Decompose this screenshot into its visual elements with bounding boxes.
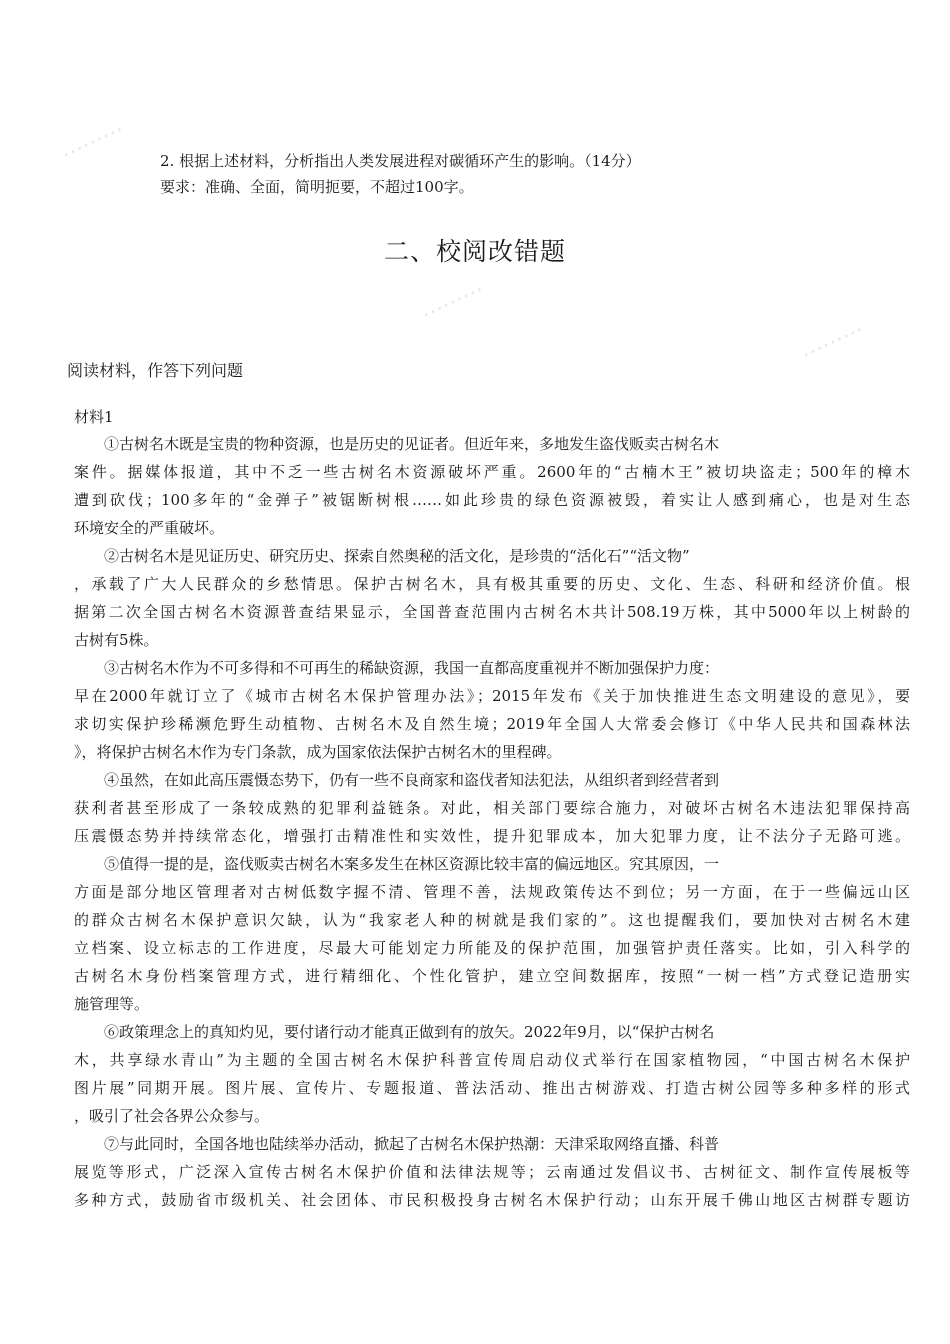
watermark: ⋯⋯⋯: [797, 317, 869, 368]
paragraph-5-line: 方面是部分地区管理者对古树低数字握不清、管理不善，法规政策传达不到位；另一方面，在于一些偏远山区: [74, 883, 910, 901]
paragraph-5-line: 古树名木身份档案管理方式，进行精细化、个性化管护，建立空间数据库，按照“一树一档”方式登记造册实: [74, 967, 910, 985]
paragraph-2-line: 据第二次全国古树名木资源普查结果显示，全国普查范围内古树名木共计508.19万株，其中5000年以上树龄的: [74, 603, 910, 621]
paragraph-1-line: ①古树名木既是宝贵的物种资源，也是历史的见证者。但近年来，多地发生盗伐贩卖古树名木: [104, 435, 720, 453]
paragraph-4-line: 获利者甚至形成了一条较成熟的犯罪利益链条。对此，相关部门要综合施力，对破坏古树名木违法犯罪保持高: [74, 799, 910, 817]
paragraph-2-line: ②古树名木是见证历史、研究历史、探索自然奥秘的活文化，是珍贵的“活化石”“活文物”: [104, 547, 690, 565]
question-text: 2. 根据上述材料，分析指出人类发展进程对碳循环产生的影响。（14分）: [160, 152, 641, 170]
paragraph-2-line: 古树有5株。: [74, 631, 159, 649]
paragraph-1-line: 遭到砍伐；100多年的“金弹子”被锯断树根……如此珍贵的绿色资源被毁，着实让人感到痛心，也是对生态: [74, 491, 910, 509]
paragraph-5-line: 立档案、设立标志的工作进度，尽最大可能划定力所能及的保护范围，加强管护责任落实。比如，引入科学的: [74, 939, 910, 957]
section-title: 二、校阅改错题: [383, 237, 566, 266]
question-requirement: 要求：准确、全面，简明扼要，不超过100字。: [160, 178, 474, 196]
paragraph-7-line: 多种方式，鼓励省市级机关、社会团体、市民积极投身古树名木保护行动；山东开展千佛山地区古树群专题访: [74, 1191, 910, 1209]
paragraph-4-line: ④虽然，在如此高压震慑态势下，仍有一些不良商家和盗伐者知法犯法，从组织者到经营者到: [104, 771, 720, 789]
paragraph-6-line: 木，共享绿水青山”为主题的全国古树名木保护科普宣传周启动仪式举行在国家植物园，“中国古树名木保护: [74, 1051, 910, 1069]
paragraph-2-line: ，承载了广大人民群众的乡愁情思。保护古树名木，具有极其重要的历史、文化、生态、科研和经济价值。根: [74, 575, 910, 593]
paragraph-5-line: 施管理等。: [74, 995, 150, 1013]
watermark: ⋯⋯⋯: [417, 277, 489, 328]
paragraph-7-line: ⑦与此同时，全国各地也陆续举办活动，掀起了古树名木保护热潮：天津采取网络直播、科普: [104, 1135, 720, 1153]
paragraph-1-line: 案件。据媒体报道，其中不乏一些古树名木资源破坏严重。2600年的“古楠木王”被切块盗走；500年的樟木: [74, 463, 910, 481]
paragraph-5-line: ⑤值得一提的是，盗伐贩卖古树名木案多发生在林区资源比较丰富的偏远地区。究其原因，一: [104, 855, 720, 873]
paragraph-3-line: 求切实保护珍稀濒危野生动植物、古树名木及自然生境；2019年全国人大常委会修订《中华人民共和国森林法: [74, 715, 910, 733]
paragraph-6-line: ，吸引了社会各界公众参与。: [74, 1107, 270, 1125]
watermark: ⋯⋯⋯: [57, 117, 129, 168]
paragraph-6-line: ⑥政策理念上的真知灼见，要付诸行动才能真正做到有的放矢。2022年9月，以“保护古树名: [104, 1023, 715, 1041]
paragraph-3-line: 早在2000年就订立了《城市古树名木保护管理办法》；2015年发布《关于加快推进生态文明建设的意见》，要: [74, 687, 910, 705]
material-label: 材料1: [74, 408, 114, 426]
paragraph-1-line: 环境安全的严重破坏。: [74, 519, 225, 537]
paragraph-4-line: 压震慑态势并持续常态化，增强打击精准性和实效性，提升犯罪成本，加大犯罪力度，让不法分子无路可逃。: [74, 827, 910, 845]
paragraph-6-line: 图片展”同期开展。图片展、宣传片、专题报道、普法活动、推出古树游戏、打造古树公园等多种多样的形式: [74, 1079, 910, 1097]
paragraph-5-line: 的群众古树名木保护意识欠缺，认为“我家老人种的树就是我们家的”。这也提醒我们，要加快对古树名木建: [74, 911, 910, 929]
instruction-text: 阅读材料，作答下列问题: [67, 361, 244, 380]
paragraph-3-line: 》，将保护古树名木作为专门条款，成为国家依法保护古树名木的里程碑。: [74, 743, 562, 761]
paragraph-7-line: 展览等形式，广泛深入宣传古树名木保护价值和法律法规等；云南通过发倡议书、古树征文、制作宣传展板等: [74, 1163, 910, 1181]
paragraph-3-line: ③古树名木作为不可多得和不可再生的稀缺资源，我国一直都高度重视并不断加强保护力度：: [104, 659, 720, 677]
